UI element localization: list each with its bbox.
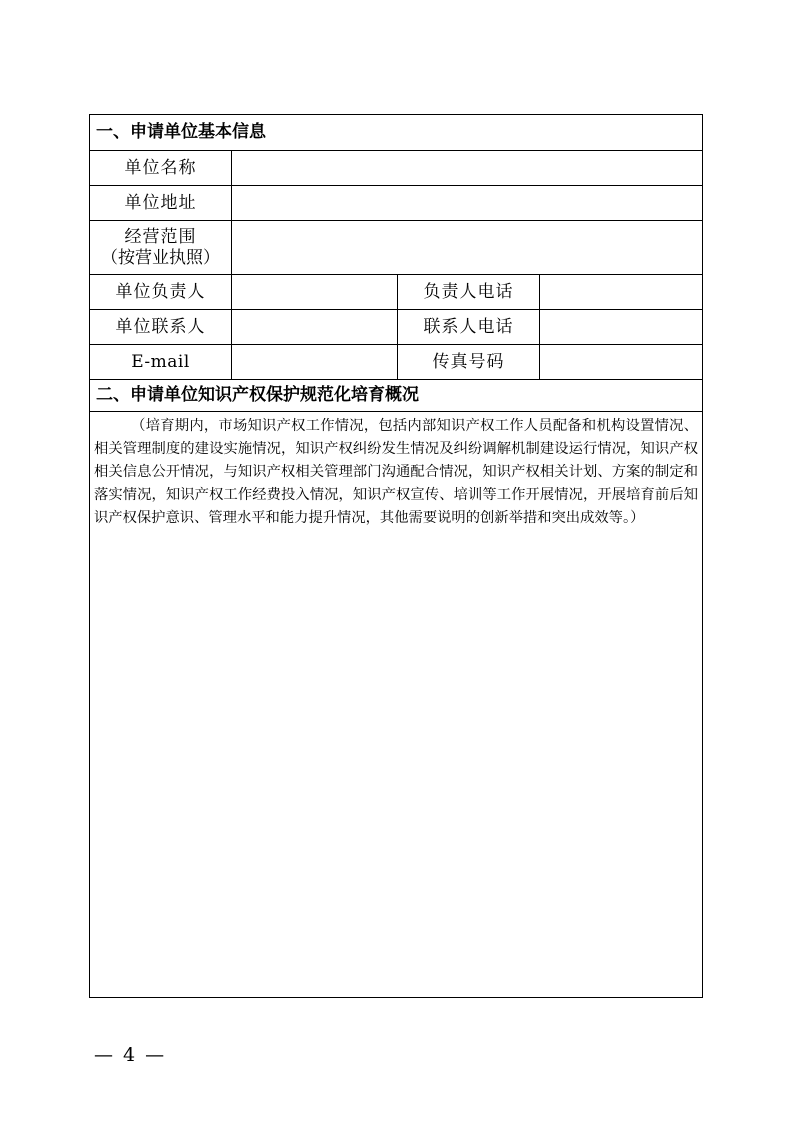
section1-heading: 一、申请单位基本信息 <box>90 115 703 151</box>
business-scope-label-line1: 经营范围 <box>124 227 197 248</box>
unit-name-field[interactable] <box>232 151 703 186</box>
business-scope-label-line2: （按营业执照） <box>101 247 220 268</box>
business-scope-field[interactable] <box>232 221 703 275</box>
page-number: — 4 — <box>94 1044 167 1066</box>
responsible-person-label: 单位负责人 <box>90 275 232 310</box>
responsible-person-field[interactable] <box>232 275 398 310</box>
email-label: E-mail <box>90 345 232 380</box>
section2-heading: 二、申请单位知识产权保护规范化培育概况 <box>90 380 703 412</box>
fax-field[interactable] <box>540 345 703 380</box>
email-field[interactable] <box>232 345 398 380</box>
unit-address-label: 单位地址 <box>90 186 232 221</box>
section2-content-area[interactable] <box>90 412 703 998</box>
section2-instructions: （培育期内，市场知识产权工作情况，包括内部知识产权工作人员配备和机构设置情况、相关管理制度的建设实施情况，知识产权纠纷发生情况及纠纷调解机制建设运行情况，知识产权相关信息公开情况，与知识产权相关管理部门沟通配合情况，知识产权相关计划、方案的制定和落实情况，知识产权工作经费投入情况，知识产权宣传、培训等工作开展情况，开展培育前后知识产权保护意识、管理水平和能力提升情况，其他需要说明的创新举措和突出成效等。） <box>94 418 698 526</box>
application-form-table <box>89 114 703 998</box>
contact-person-field[interactable] <box>232 310 398 345</box>
fax-label: 传真号码 <box>398 345 540 380</box>
contact-phone-field[interactable] <box>540 310 703 345</box>
responsible-phone-field[interactable] <box>540 275 703 310</box>
contact-person-label: 单位联系人 <box>90 310 232 345</box>
responsible-phone-label: 负责人电话 <box>398 275 540 310</box>
unit-name-label: 单位名称 <box>90 151 232 186</box>
unit-address-field[interactable] <box>232 186 703 221</box>
business-scope-label <box>90 221 232 275</box>
contact-phone-label: 联系人电话 <box>398 310 540 345</box>
